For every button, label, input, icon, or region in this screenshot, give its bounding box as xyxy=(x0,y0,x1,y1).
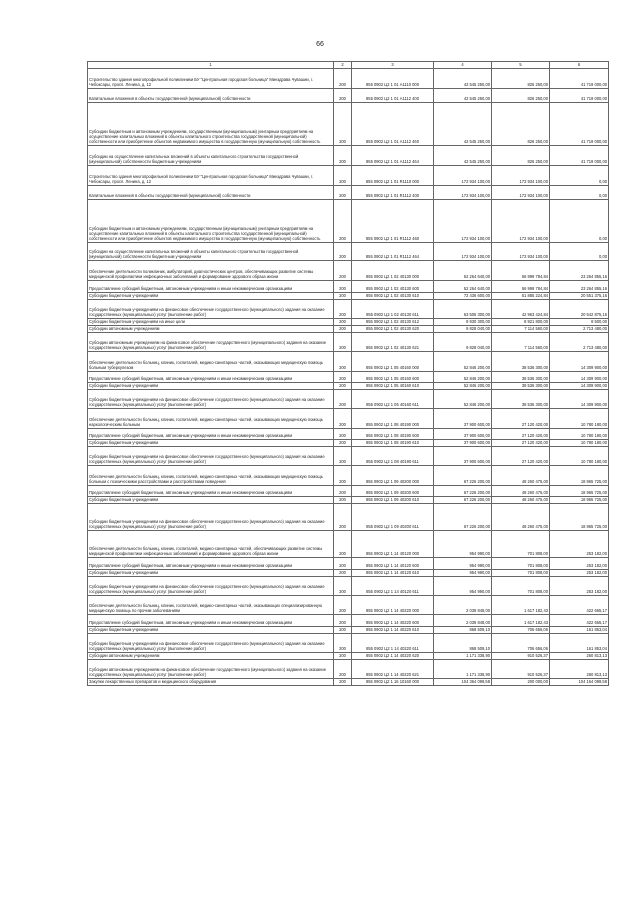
amount-cell: 27 120 420,00 xyxy=(492,440,550,447)
row-code-cell: 200 xyxy=(334,634,352,653)
amount-cell: 172 934 100,00 xyxy=(434,200,492,243)
row-name-cell: Предоставление субсидий бюджетным, автономным учреждениям и иным некоммерческим организациям xyxy=(88,281,334,293)
budget-code-cell: 855 0902 Ц2 1 01 A1110 000 xyxy=(352,69,434,89)
amount-cell: 18 965 725,00 xyxy=(550,504,609,531)
amount-cell: 1 171 338,90 xyxy=(434,660,492,679)
table-row xyxy=(88,440,609,447)
amount-cell: 2 713 480,00 xyxy=(550,333,609,352)
table-row xyxy=(88,326,609,333)
row-name-cell: Капитальные вложения в объекты государственной (муниципальной) собственности xyxy=(88,186,334,200)
table-row xyxy=(88,200,609,243)
row-name-cell: Закупки лекарственных препаратов и медицинского оборудования xyxy=(88,679,334,686)
row-code-cell: 200 xyxy=(334,409,352,429)
table-row xyxy=(88,89,609,103)
budget-code-cell: 855 0902 Ц2 1 05 40160 000 xyxy=(352,352,434,372)
row-code-cell: 200 xyxy=(334,243,352,261)
amount-cell: 42 545 250,00 xyxy=(434,146,492,166)
budget-code-cell: 855 0902 Ц2 1 09 40200 610 xyxy=(352,497,434,504)
table-row xyxy=(88,281,609,293)
table-row xyxy=(88,660,609,679)
amount-cell: 42 545 250,00 xyxy=(434,103,492,146)
amount-cell: 10 780 180,00 xyxy=(550,440,609,447)
table-row xyxy=(88,186,609,200)
row-code-cell: 200 xyxy=(334,615,352,627)
amount-cell: 104 364 099,58 xyxy=(434,679,492,686)
table-row xyxy=(88,447,609,466)
amount-cell: 56 999 784,84 xyxy=(492,261,550,281)
table-row xyxy=(88,627,609,634)
row-code-cell: 200 xyxy=(334,558,352,570)
amount-cell: 954 990,00 xyxy=(434,531,492,558)
row-name-cell: Субсидии автономным учреждениям на финансовое обеспечение государственного (муниципального) задания на оказание государственных (муниципальных) услуг (выполнение работ) xyxy=(88,660,334,679)
amount-cell: 67 226 200,00 xyxy=(434,504,492,531)
column-header: 4 xyxy=(434,62,492,69)
row-name-cell: Обеспечение деятельности больниц, клиник, госпиталей, медико-санитарных частей, оказывающих специализированную медицинскую помощь по прочим заболеваниям xyxy=(88,596,334,615)
amount-cell: 0,00 xyxy=(550,200,609,243)
column-header: 5 xyxy=(492,62,550,69)
row-code-cell: 200 xyxy=(334,383,352,390)
amount-cell: 48 260 475,00 xyxy=(492,497,550,504)
amount-cell: 954 990,00 xyxy=(434,577,492,596)
table-row xyxy=(88,466,609,486)
amount-cell: 42 545 250,00 xyxy=(434,69,492,89)
amount-cell: 27 120 420,00 xyxy=(492,447,550,466)
amount-cell: 27 120 420,00 xyxy=(492,409,550,429)
row-name-cell: Обеспечение деятельности больниц, клиник, госпиталей, медико-санитарных частей, оказывающих медицинскую помощь больным с психическими расстройствами и расстройствами поведения xyxy=(88,466,334,486)
column-header: 1 xyxy=(88,62,334,69)
amount-cell: 67 226 200,00 xyxy=(434,497,492,504)
table-row xyxy=(88,372,609,383)
row-code-cell: 200 xyxy=(334,429,352,440)
row-code-cell: 200 xyxy=(334,447,352,466)
amount-cell: 14 309 900,00 xyxy=(550,383,609,390)
table-row xyxy=(88,634,609,653)
amount-cell: 42 545 250,00 xyxy=(434,89,492,103)
row-name-cell: Субсидии бюджетным учреждениям на финансовое обеспечение государственного (муниципального) задания на оказание государственных (муниципальных) услуг (выполнение работ) xyxy=(88,447,334,466)
row-name-cell: Субсидии автономным учреждениям на финансовое обеспечение государственного (муниципального) задания на оказание государственных (муниципальных) услуг (выполнение работ) xyxy=(88,333,334,352)
row-code-cell: 200 xyxy=(334,372,352,383)
row-name-cell: Субсидии бюджетным учреждениям xyxy=(88,570,334,577)
amount-cell: 1 617 182,43 xyxy=(492,596,550,615)
amount-cell: 42 963 424,84 xyxy=(492,300,550,319)
table-row xyxy=(88,103,609,146)
row-name-cell: Предоставление субсидий бюджетным, автономным учреждениям и иным некоммерческим организациям xyxy=(88,615,334,627)
amount-cell: 2 713 480,00 xyxy=(550,326,609,333)
amount-cell: 826 250,00 xyxy=(492,103,550,146)
amount-cell: 38 536 300,00 xyxy=(492,383,550,390)
amount-cell: 41 719 000,00 xyxy=(550,103,609,146)
amount-cell: 51 885 224,84 xyxy=(492,293,550,300)
amount-cell: 1 617 182,43 xyxy=(492,615,550,627)
table-row xyxy=(88,261,609,281)
table-row xyxy=(88,300,609,319)
table-row xyxy=(88,293,609,300)
row-code-cell: 200 xyxy=(334,146,352,166)
table-row xyxy=(88,486,609,497)
amount-cell: 8 930 300,00 xyxy=(434,319,492,326)
budget-code-cell: 855 0902 Ц2 1 14 40220 611 xyxy=(352,634,434,653)
amount-cell: 1 171 338,90 xyxy=(434,653,492,660)
amount-cell: 172 934 100,00 xyxy=(492,200,550,243)
budget-code-cell: 855 0902 Ц2 1 14 40120 611 xyxy=(352,577,434,596)
row-name-cell: Субсидии бюджетным учреждениям на финансовое обеспечение государственного (муниципального) задания на оказание государственных (муниципальных) услуг (выполнение работ) xyxy=(88,390,334,409)
column-header: 2 xyxy=(334,62,352,69)
amount-cell: 18 965 725,00 xyxy=(550,466,609,486)
row-name-cell: Предоставление субсидий бюджетным, автономным учреждениям и иным некоммерческим организациям xyxy=(88,558,334,570)
budget-code-cell: 855 0902 Ц2 1 02 40130 000 xyxy=(352,261,434,281)
row-name-cell: Субсидии бюджетным учреждениям xyxy=(88,383,334,390)
amount-cell: 9 828 040,00 xyxy=(434,333,492,352)
amount-cell: 172 934 100,00 xyxy=(492,166,550,186)
row-code-cell: 200 xyxy=(334,660,352,679)
row-code-cell: 200 xyxy=(334,281,352,293)
budget-code-cell: 855 0902 Ц2 1 02 40130 621 xyxy=(352,333,434,352)
row-code-cell: 200 xyxy=(334,333,352,352)
budget-code-cell: 855 0902 Ц2 1 01 R1112 460 xyxy=(352,200,434,243)
row-name-cell: Субсидии автономным учреждениям xyxy=(88,326,334,333)
table-row xyxy=(88,679,609,686)
budget-code-cell: 855 0902 Ц2 1 05 40160 600 xyxy=(352,372,434,383)
row-code-cell: 200 xyxy=(334,103,352,146)
amount-cell: 701 808,00 xyxy=(492,558,550,570)
row-code-cell: 200 xyxy=(334,570,352,577)
budget-code-cell: 855 0902 Ц2 1 01 A1112 464 xyxy=(352,146,434,166)
budget-code-cell: 855 0902 Ц2 1 05 40160 611 xyxy=(352,390,434,409)
amount-cell: 10 780 180,00 xyxy=(550,429,609,440)
amount-cell: 23 264 855,16 xyxy=(550,281,609,293)
amount-cell: 10 780 180,00 xyxy=(550,409,609,429)
budget-code-cell: 855 0902 Ц2 1 05 40160 610 xyxy=(352,383,434,390)
budget-code-cell: 855 0902 Ц2 1 14 40220 610 xyxy=(352,627,434,634)
table-body xyxy=(88,69,609,686)
row-name-cell: Предоставление субсидий бюджетным, автономным учреждениям и иным некоммерческим организациям xyxy=(88,486,334,497)
amount-cell: 48 260 475,00 xyxy=(492,504,550,531)
row-name-cell: Капитальные вложения в объекты государственной (муниципальной) собственности xyxy=(88,89,334,103)
row-code-cell: 200 xyxy=(334,653,352,660)
row-code-cell: 200 xyxy=(334,497,352,504)
table-row xyxy=(88,504,609,531)
table-row xyxy=(88,558,609,570)
amount-cell: 63 505 300,00 xyxy=(434,300,492,319)
amount-cell: 826 250,00 xyxy=(492,146,550,166)
amount-cell: 7 114 560,00 xyxy=(492,326,550,333)
amount-cell: 38 536 300,00 xyxy=(492,352,550,372)
table-header-row xyxy=(88,62,609,69)
table-row xyxy=(88,146,609,166)
budget-code-cell: 855 0902 Ц2 1 14 40220 621 xyxy=(352,660,434,679)
column-header: 6 xyxy=(550,62,609,69)
row-name-cell: Субсидии бюджетным учреждениям на финансовое обеспечение государственного (муниципального) задания на оказание государственных (муниципальных) услуг (выполнение работ) xyxy=(88,634,334,653)
row-name-cell: Субсидии автономным учреждениям xyxy=(88,653,334,660)
amount-cell: 41 719 000,00 xyxy=(550,146,609,166)
row-code-cell: 200 xyxy=(334,326,352,333)
budget-code-cell: 855 0902 Ц2 1 02 40130 600 xyxy=(352,281,434,293)
amount-cell: 20 551 375,16 xyxy=(550,293,609,300)
budget-table xyxy=(87,61,609,686)
amount-cell: 172 934 100,00 xyxy=(492,186,550,200)
table-row xyxy=(88,383,609,390)
amount-cell: 701 808,00 xyxy=(492,570,550,577)
row-name-cell: Предоставление субсидий бюджетным, автономным учреждениям и иным некоммерческим организациям xyxy=(88,429,334,440)
amount-cell: 2 039 848,00 xyxy=(434,596,492,615)
table-row xyxy=(88,497,609,504)
row-name-cell: Строительство здания многопрофильной поликлиники БУ "Центральная городская больница" Минздрава Чувашии, г. Чебоксары, просп. Ленина, д. 12 xyxy=(88,166,334,186)
budget-code-cell: 855 0902 Ц2 1 01 R1112 400 xyxy=(352,186,434,200)
row-code-cell: 200 xyxy=(334,69,352,89)
row-code-cell: 200 xyxy=(334,89,352,103)
amount-cell: 172 934 100,00 xyxy=(434,186,492,200)
amount-cell: 20 542 875,16 xyxy=(550,300,609,319)
table-row xyxy=(88,409,609,429)
row-name-cell: Обеспечение деятельности больниц, клиник, госпиталей, медико-санитарных частей, обеспечивающих развитие системы медицинской профилактики инфекционных заболеваний и формирование здорового образа жизни xyxy=(88,531,334,558)
amount-cell: 37 900 600,00 xyxy=(434,429,492,440)
budget-code-cell: 855 0902 Ц2 1 14 40220 600 xyxy=(352,615,434,627)
table-row xyxy=(88,319,609,326)
row-code-cell: 200 xyxy=(334,504,352,531)
budget-code-cell: 855 0902 Ц2 1 08 40190 600 xyxy=(352,429,434,440)
budget-code-cell: 855 0902 Ц2 1 02 40130 610 xyxy=(352,293,434,300)
budget-code-cell: 855 0902 Ц2 1 02 40130 612 xyxy=(352,319,434,326)
amount-cell: 52 846 200,00 xyxy=(434,390,492,409)
amount-cell: 253 182,00 xyxy=(550,558,609,570)
table-row xyxy=(88,615,609,627)
table-row xyxy=(88,390,609,409)
amount-cell: 954 990,00 xyxy=(434,558,492,570)
table-row xyxy=(88,653,609,660)
amount-cell: 14 309 900,00 xyxy=(550,372,609,383)
amount-cell: 48 260 475,00 xyxy=(492,466,550,486)
row-name-cell: Субсидии бюджетным учреждениям xyxy=(88,293,334,300)
amount-cell: 868 509,10 xyxy=(434,634,492,653)
amount-cell: 910 526,37 xyxy=(492,660,550,679)
budget-code-cell: 855 0902 Ц2 1 01 R1110 000 xyxy=(352,166,434,186)
amount-cell: 37 900 600,00 xyxy=(434,440,492,447)
row-code-cell: 200 xyxy=(334,390,352,409)
budget-code-cell: 855 0902 Ц2 1 14 40220 620 xyxy=(352,653,434,660)
budget-code-cell: 855 0902 Ц2 1 14 40120 600 xyxy=(352,558,434,570)
amount-cell: 253 182,00 xyxy=(550,577,609,596)
row-name-cell: Субсидии бюджетным и автономным учреждениям, государственным (муниципальным) унитарным предприятиям на осуществление капитальных вложений в объекты капитального строительства государственной (муниципальной) собственности или приобретение объектов недвижимого имущества в государственную (муниципальную) собственность xyxy=(88,200,334,243)
amount-cell: 868 509,10 xyxy=(434,627,492,634)
row-name-cell: Субсидии бюджетным учреждениям xyxy=(88,497,334,504)
amount-cell: 9 828 040,00 xyxy=(434,326,492,333)
budget-code-cell: 855 0902 Ц2 1 09 40200 000 xyxy=(352,466,434,486)
amount-cell: 826 250,00 xyxy=(492,69,550,89)
amount-cell: 422 665,17 xyxy=(550,615,609,627)
row-name-cell: Обеспечение деятельности больниц, клиник, госпиталей, медико-санитарных частей, оказывающих медицинскую помощь больным туберкулезом xyxy=(88,352,334,372)
amount-cell: 104 164 099,58 xyxy=(550,679,609,686)
amount-cell: 8 500,00 xyxy=(550,319,609,326)
amount-cell: 706 656,06 xyxy=(492,627,550,634)
amount-cell: 260 813,13 xyxy=(550,660,609,679)
amount-cell: 253 182,00 xyxy=(550,531,609,558)
table-row xyxy=(88,596,609,615)
row-name-cell: Субсидии бюджетным учреждениям xyxy=(88,627,334,634)
amount-cell: 2 039 848,00 xyxy=(434,615,492,627)
row-code-cell: 200 xyxy=(334,300,352,319)
amount-cell: 7 114 560,00 xyxy=(492,333,550,352)
amount-cell: 10 780 180,00 xyxy=(550,447,609,466)
amount-cell: 56 999 784,84 xyxy=(492,281,550,293)
table-row xyxy=(88,333,609,352)
amount-cell: 172 934 100,00 xyxy=(492,243,550,261)
row-code-cell: 200 xyxy=(334,466,352,486)
table-row xyxy=(88,69,609,89)
amount-cell: 27 120 420,00 xyxy=(492,429,550,440)
amount-cell: 48 260 475,00 xyxy=(492,486,550,497)
amount-cell: 701 808,00 xyxy=(492,531,550,558)
amount-cell: 52 264 640,00 xyxy=(434,281,492,293)
amount-cell: 72 436 600,00 xyxy=(434,293,492,300)
amount-cell: 41 719 000,00 xyxy=(550,89,609,103)
amount-cell: 14 309 900,00 xyxy=(550,352,609,372)
budget-code-cell: 855 0902 Ц2 1 14 40120 610 xyxy=(352,570,434,577)
budget-code-cell: 855 0902 Ц2 1 02 40130 620 xyxy=(352,326,434,333)
amount-cell: 38 536 300,00 xyxy=(492,390,550,409)
amount-cell: 38 536 300,00 xyxy=(492,372,550,383)
row-code-cell: 200 xyxy=(334,200,352,243)
row-code-cell: 200 xyxy=(334,440,352,447)
row-name-cell: Субсидии бюджетным учреждениям xyxy=(88,440,334,447)
budget-code-cell: 855 0902 Ц2 1 16 10160 000 xyxy=(352,679,434,686)
row-name-cell: Субсидии бюджетным учреждениям на финансовое обеспечение государственного (муниципального) задания на оказание государственных (муниципальных) услуг (выполнение работ) xyxy=(88,300,334,319)
budget-code-cell: 855 0902 Ц2 1 14 40120 000 xyxy=(352,531,434,558)
amount-cell: 23 264 855,16 xyxy=(550,261,609,281)
amount-cell: 253 182,00 xyxy=(550,570,609,577)
table-row xyxy=(88,352,609,372)
row-code-cell: 200 xyxy=(334,679,352,686)
amount-cell: 52 264 640,00 xyxy=(434,261,492,281)
budget-code-cell: 855 0902 Ц2 1 01 A1112 460 xyxy=(352,103,434,146)
row-name-cell: Предоставление субсидий бюджетным, автономным учреждениям и иным некоммерческим организациям xyxy=(88,372,334,383)
budget-code-cell: 855 0902 Ц2 1 14 40220 000 xyxy=(352,596,434,615)
budget-code-cell: 855 0902 Ц2 1 09 40200 600 xyxy=(352,486,434,497)
amount-cell: 260 813,13 xyxy=(550,653,609,660)
row-name-cell: Субсидии бюджетным учреждениям на финансовое обеспечение государственного (муниципального) задания на оказание государственных (муниципальных) услуг (выполнение работ) xyxy=(88,504,334,531)
amount-cell: 172 934 100,00 xyxy=(434,243,492,261)
amount-cell: 0,00 xyxy=(550,186,609,200)
amount-cell: 67 226 200,00 xyxy=(434,486,492,497)
budget-code-cell: 855 0902 Ц2 1 01 A1112 400 xyxy=(352,89,434,103)
row-code-cell: 200 xyxy=(334,486,352,497)
amount-cell: 37 900 600,00 xyxy=(434,447,492,466)
page-number: 66 xyxy=(316,41,324,48)
table-row xyxy=(88,577,609,596)
table-row xyxy=(88,243,609,261)
budget-code-cell: 855 0902 Ц2 1 02 40130 611 xyxy=(352,300,434,319)
row-code-cell: 200 xyxy=(334,577,352,596)
amount-cell: 161 853,04 xyxy=(550,634,609,653)
amount-cell: 37 900 600,00 xyxy=(434,409,492,429)
amount-cell: 954 990,00 xyxy=(434,570,492,577)
amount-cell: 161 853,04 xyxy=(550,627,609,634)
row-code-cell: 200 xyxy=(334,319,352,326)
amount-cell: 41 719 000,00 xyxy=(550,69,609,89)
budget-code-cell: 855 0902 Ц2 1 08 40190 000 xyxy=(352,409,434,429)
row-name-cell: Субсидии на осуществление капитальных вложений в объекты капитального строительства государственной (муниципальной) собственности бюджетным учреждениям xyxy=(88,146,334,166)
amount-cell: 910 526,37 xyxy=(492,653,550,660)
table-row xyxy=(88,570,609,577)
row-name-cell: Субсидии бюджетным учреждениям на иные цели xyxy=(88,319,334,326)
row-code-cell: 200 xyxy=(334,352,352,372)
row-code-cell: 200 xyxy=(334,186,352,200)
row-name-cell: Обеспечение деятельности больниц, клиник, госпиталей, медико-санитарных частей, оказывающих медицинскую помощь наркологическим больным xyxy=(88,409,334,429)
amount-cell: 52 846 200,00 xyxy=(434,383,492,390)
amount-cell: 8 921 800,00 xyxy=(492,319,550,326)
amount-cell: 0,00 xyxy=(550,166,609,186)
amount-cell: 706 656,06 xyxy=(492,634,550,653)
row-code-cell: 200 xyxy=(334,531,352,558)
table-row xyxy=(88,429,609,440)
amount-cell: 826 250,00 xyxy=(492,89,550,103)
row-name-cell: Строительство здания многопрофильной поликлиники БУ "Центральная городская больница" Минздрава Чувашии, г. Чебоксары, просп. Ленина, д. 12 xyxy=(88,69,334,89)
amount-cell: 18 965 725,00 xyxy=(550,486,609,497)
amount-cell: 52 846 200,00 xyxy=(434,372,492,383)
row-code-cell: 200 xyxy=(334,261,352,281)
amount-cell: 14 309 900,00 xyxy=(550,390,609,409)
table-row xyxy=(88,531,609,558)
row-code-cell: 200 xyxy=(334,293,352,300)
row-code-cell: 200 xyxy=(334,166,352,186)
row-code-cell: 200 xyxy=(334,596,352,615)
row-name-cell: Обеспечение деятельности поликлиник, амбулаторий, диагностических центров, обеспечивающих развитие системы медицинской профилактики инфекционных заболеваний и формирование здорового образа жизни xyxy=(88,261,334,281)
budget-code-cell: 855 0902 Ц2 1 08 40190 610 xyxy=(352,440,434,447)
table-row xyxy=(88,166,609,186)
amount-cell: 18 965 725,00 xyxy=(550,497,609,504)
amount-cell: 52 846 200,00 xyxy=(434,352,492,372)
amount-cell: 172 934 100,00 xyxy=(434,166,492,186)
budget-code-cell: 855 0902 Ц2 1 01 R1112 464 xyxy=(352,243,434,261)
amount-cell: 67 226 200,00 xyxy=(434,466,492,486)
amount-cell: 701 808,00 xyxy=(492,577,550,596)
row-name-cell: Субсидии бюджетным и автономным учреждениям, государственным (муниципальным) унитарным предприятиям на осуществление капитальных вложений в объекты капитального строительства государственной (муниципальной) собственности или приобретение объектов недвижимого имущества в государственную (муниципальную) собственность xyxy=(88,103,334,146)
budget-code-cell: 855 0902 Ц2 1 09 40200 611 xyxy=(352,504,434,531)
column-header: 3 xyxy=(352,62,434,69)
row-name-cell: Субсидии бюджетным учреждениям на финансовое обеспечение государственного (муниципального) задания на оказание государственных (муниципальных) услуг (выполнение работ) xyxy=(88,577,334,596)
amount-cell: 422 665,17 xyxy=(550,596,609,615)
row-name-cell: Субсидии на осуществление капитальных вложений в объекты капитального строительства государственной (муниципальной) собственности бюджетным учреждениям xyxy=(88,243,334,261)
row-code-cell: 200 xyxy=(334,627,352,634)
amount-cell: 200 000,00 xyxy=(492,679,550,686)
amount-cell: 0,00 xyxy=(550,243,609,261)
budget-code-cell: 855 0902 Ц2 1 08 40190 611 xyxy=(352,447,434,466)
